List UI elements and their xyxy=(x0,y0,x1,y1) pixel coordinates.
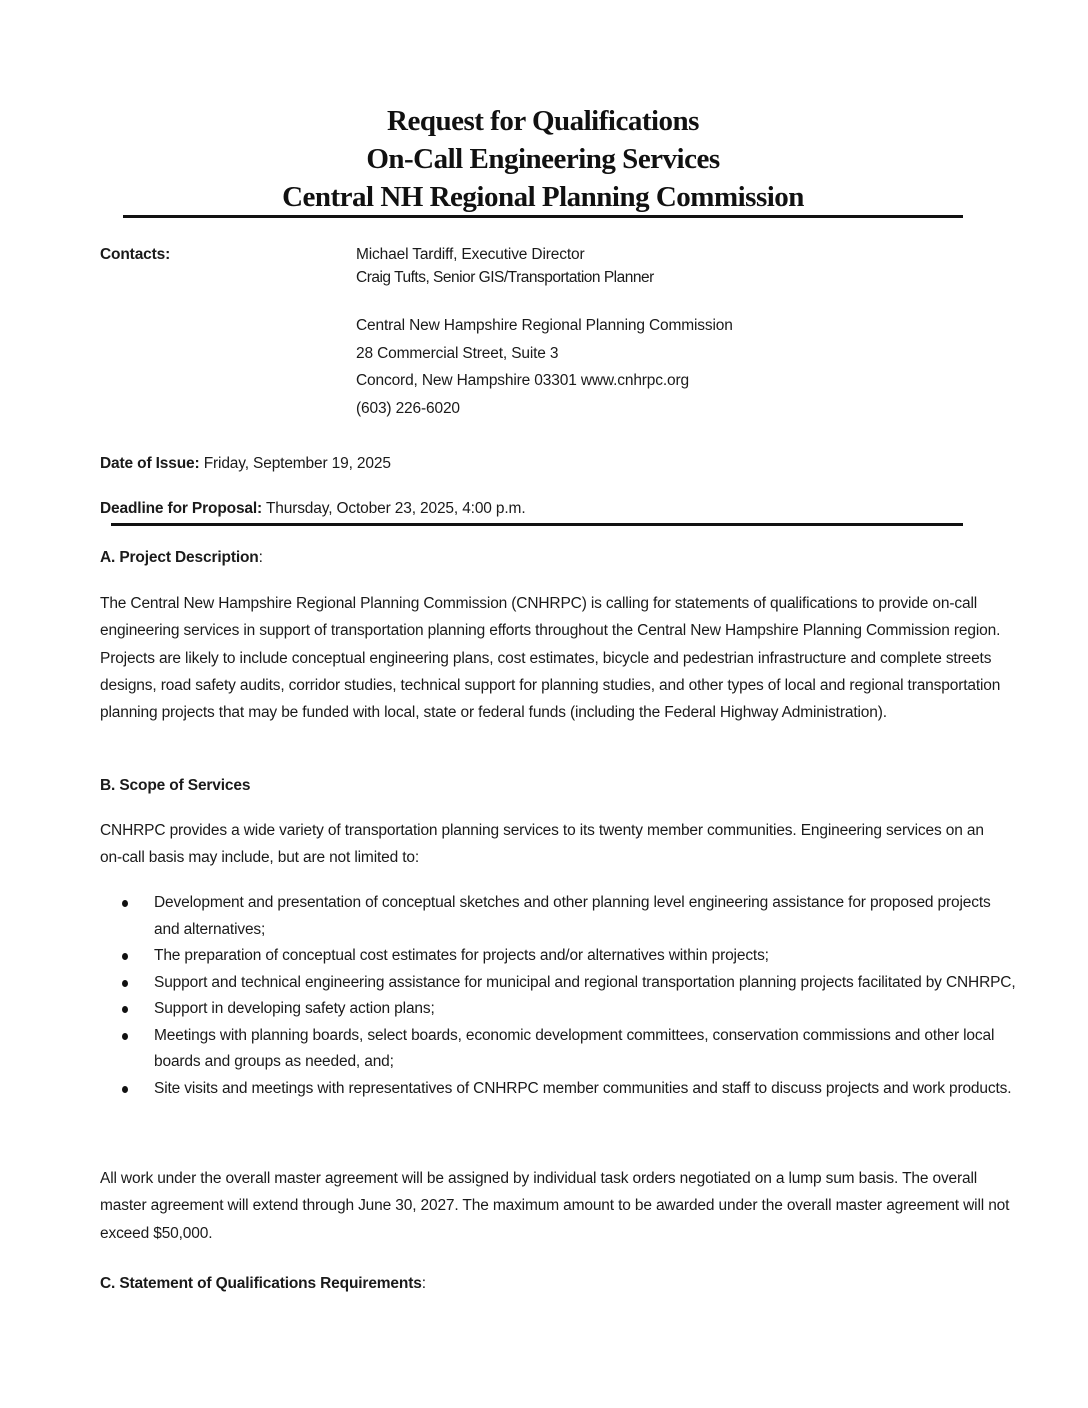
address-line-2: 28 Commercial Street, Suite 3 xyxy=(356,345,559,362)
deadline-label: Deadline for Proposal: xyxy=(100,500,263,517)
contact-person-2: Craig Tufts, Senior GIS/Transportation Planner xyxy=(356,269,654,286)
section-c-heading: C. Statement of Qualifications Requirements: xyxy=(100,1275,426,1292)
bullet-icon xyxy=(122,953,128,960)
title-line-1: Request for Qualifications xyxy=(387,105,699,137)
bullet-icon xyxy=(122,1086,128,1093)
date-of-issue-value: Friday, September 19, 2025 xyxy=(199,455,391,472)
section-b-heading: B. Scope of Services xyxy=(100,777,251,794)
contact-person-1: Michael Tardiff, Executive Director xyxy=(356,246,585,263)
bullet-icon xyxy=(122,1006,128,1013)
header-divider xyxy=(111,523,963,526)
list-item: Meetings with planning boards, select boards, economic development committees, conservation commissions and other local boards and groups as needed, and; xyxy=(100,1023,1020,1076)
date-of-issue-label: Date of Issue: xyxy=(100,455,200,472)
scope-bullet-list xyxy=(100,890,1020,1102)
section-b-intro: CNHRPC provides a wide variety of transportation planning services to its twenty member communities. Engineering services on an on-call basis may include, but are not limited to: xyxy=(100,822,984,867)
title-line-2: On-Call Engineering Services xyxy=(366,143,720,175)
list-item: Development and presentation of conceptual sketches and other planning level engineering assistance for proposed projects and alternatives; xyxy=(100,890,1020,943)
address-line-3: Concord, New Hampshire 03301 www.cnhrpc.org xyxy=(356,372,689,389)
title-divider xyxy=(123,215,963,218)
section-b-closing: All work under the overall master agreement will be assigned by individual task orders negotiated on a lump sum basis. The overall master agreement will extend through June 30, 2027. The maximum amount to be awarded under the overall master agreement will not exceed $50,000. xyxy=(100,1170,1010,1242)
list-item: Site visits and meetings with representatives of CNHRPC member communities and staff to discuss projects and work products. xyxy=(100,1076,1020,1103)
section-a-heading: A. Project Description: xyxy=(100,549,263,566)
contacts-label: Contacts: xyxy=(100,246,171,263)
address-line-1: Central New Hampshire Regional Planning Commission xyxy=(356,317,733,334)
list-item: Support and technical engineering assistance for municipal and regional transportation planning projects facilitated by CNHRPC, xyxy=(100,970,1020,997)
title-line-3: Central NH Regional Planning Commission xyxy=(282,181,804,213)
section-a-body: The Central New Hampshire Regional Planning Commission (CNHRPC) is calling for statements of qualifications to provide on-call engineering services in support of transportation planning efforts throughout the Central New Hampshire Planning Commission region. Projects are likely to include conceptual engineering plans, cost estimates, bicycle and pedestrian infrastructure and complete streets designs, road safety audits, corridor studies, technical support for planning studies, and other types of local and regional transportation planning projects that may be funded with local, state or federal funds (including the Federal Highway Administration). xyxy=(100,595,1001,722)
list-item: Support in developing safety action plans; xyxy=(100,996,1020,1023)
proposal-deadline xyxy=(100,499,525,519)
bullet-icon xyxy=(122,1033,128,1040)
document-title xyxy=(123,102,963,216)
bullet-icon xyxy=(122,980,128,987)
address-phone: (603) 226-6020 xyxy=(356,400,460,417)
deadline-value: Thursday, October 23, 2025, 4:00 p.m. xyxy=(262,500,526,517)
list-item: The preparation of conceptual cost estimates for projects and/or alternatives within projects; xyxy=(100,943,1020,970)
bullet-icon xyxy=(122,900,128,907)
date-of-issue xyxy=(100,454,391,474)
